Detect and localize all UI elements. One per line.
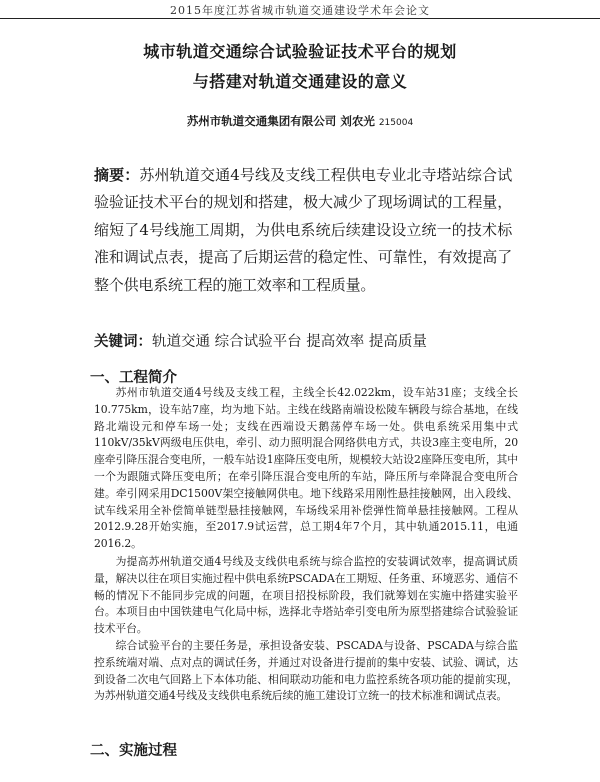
author-affiliation [0, 113, 600, 129]
affiliation-text: 苏州市轨道交通集团有限公司 刘农光 [186, 114, 375, 128]
keywords [94, 330, 534, 351]
keywords-label: 关键词： [94, 334, 152, 350]
abstract [94, 162, 512, 299]
paper-title-line-2: 与搭建对轨道交通建设的意义 [192, 72, 408, 91]
section1-paragraph-2: 为提高苏州轨道交通4号线及支线供电系统与综合监控的安装调试效率，提高调试质量，解决以往在项目实施过程中供电系统PSCADA在工期短、任务重、环境恶劣、通信不畅的情况下不能同步完成的问题，在项目招投标阶段，我们就筹划在实施中搭建实验平台。本项目由中国铁建电气化局中标，选择北寺塔站牵引变电所为原型搭建综合试验验证技术平台。 [94, 555, 518, 636]
running-header: 2015年度江苏省城市轨道交通建设学术年会论文 [170, 4, 430, 17]
section1-paragraph-1: 苏州市轨道交通4号线及支线工程，主线全长42.022km，设车站31座；支线全长10.775km，设车站7座，均为地下站。主线在线路南端设松陵车辆段与综合基地，在线路北端设元和停车场一处；支线在西端设天鹅荡停车场一处。供电系统采用集中式110kV/35kV两级电压供电，牵引、动力照明混合网络供电方式，共设3座主变电所，20座牵引降压混合变电所，一般车站设1座降压变电所，规模较大站设2座降压变电所，其中一个为跟随式降压变电所；在牵引降压混合变电所的车站，降压所与牵降混合变电所合建。牵引网采用DC1500V架空接触网供电。地下线路采用刚性悬挂接触网，出入段线、试车线采用全补偿简单链型悬挂接触网，车场线采用补偿弹性简单悬挂接触网。工程从2012.9.28开始实施，至2017.9试运营，总工期4年7个月，其中轨通2015.11，电通2016.2。 [94, 386, 518, 551]
paper-title-line-1: 城市轨道交通综合试验验证技术平台的规划 [143, 42, 457, 61]
postcode: 215004 [378, 118, 414, 128]
section-heading-1: 一、工程简介 [90, 370, 177, 386]
section-heading-2: 二、实施过程 [90, 743, 177, 759]
abstract-text: 苏州轨道交通4号线及支线工程供电专业北寺塔站综合试验验证技术平台的规划和搭建，极大减少了现场调试的工程量，缩短了4号线施工周期，为供电系统后续建设设立统一的技术标准和调试点表，提高了后期运营的稳定性、可靠性，有效提高了整个供电系统工程的施工效率和工程质量。 [94, 166, 512, 294]
section1-paragraph-3: 综合试验平台的主要任务是，承担设备安装、PSCADA与设备、PSCADA与综合监控系统端对端、点对点的调试任务，并通过对设备进行提前的集中安装、试验、调试，达到设备二次电气回路上下本体功能、相间联动功能和电力监控系统各项功能的提前实现，为苏州轨道交通4号线及支线供电系统后续的施工建设订立统一的技术标准和调试点表。 [94, 639, 518, 703]
abstract-label: 摘要： [94, 166, 140, 184]
header-rule [0, 18, 600, 19]
keywords-text: 轨道交通 综合试验平台 提高效率 提高质量 [152, 334, 427, 350]
